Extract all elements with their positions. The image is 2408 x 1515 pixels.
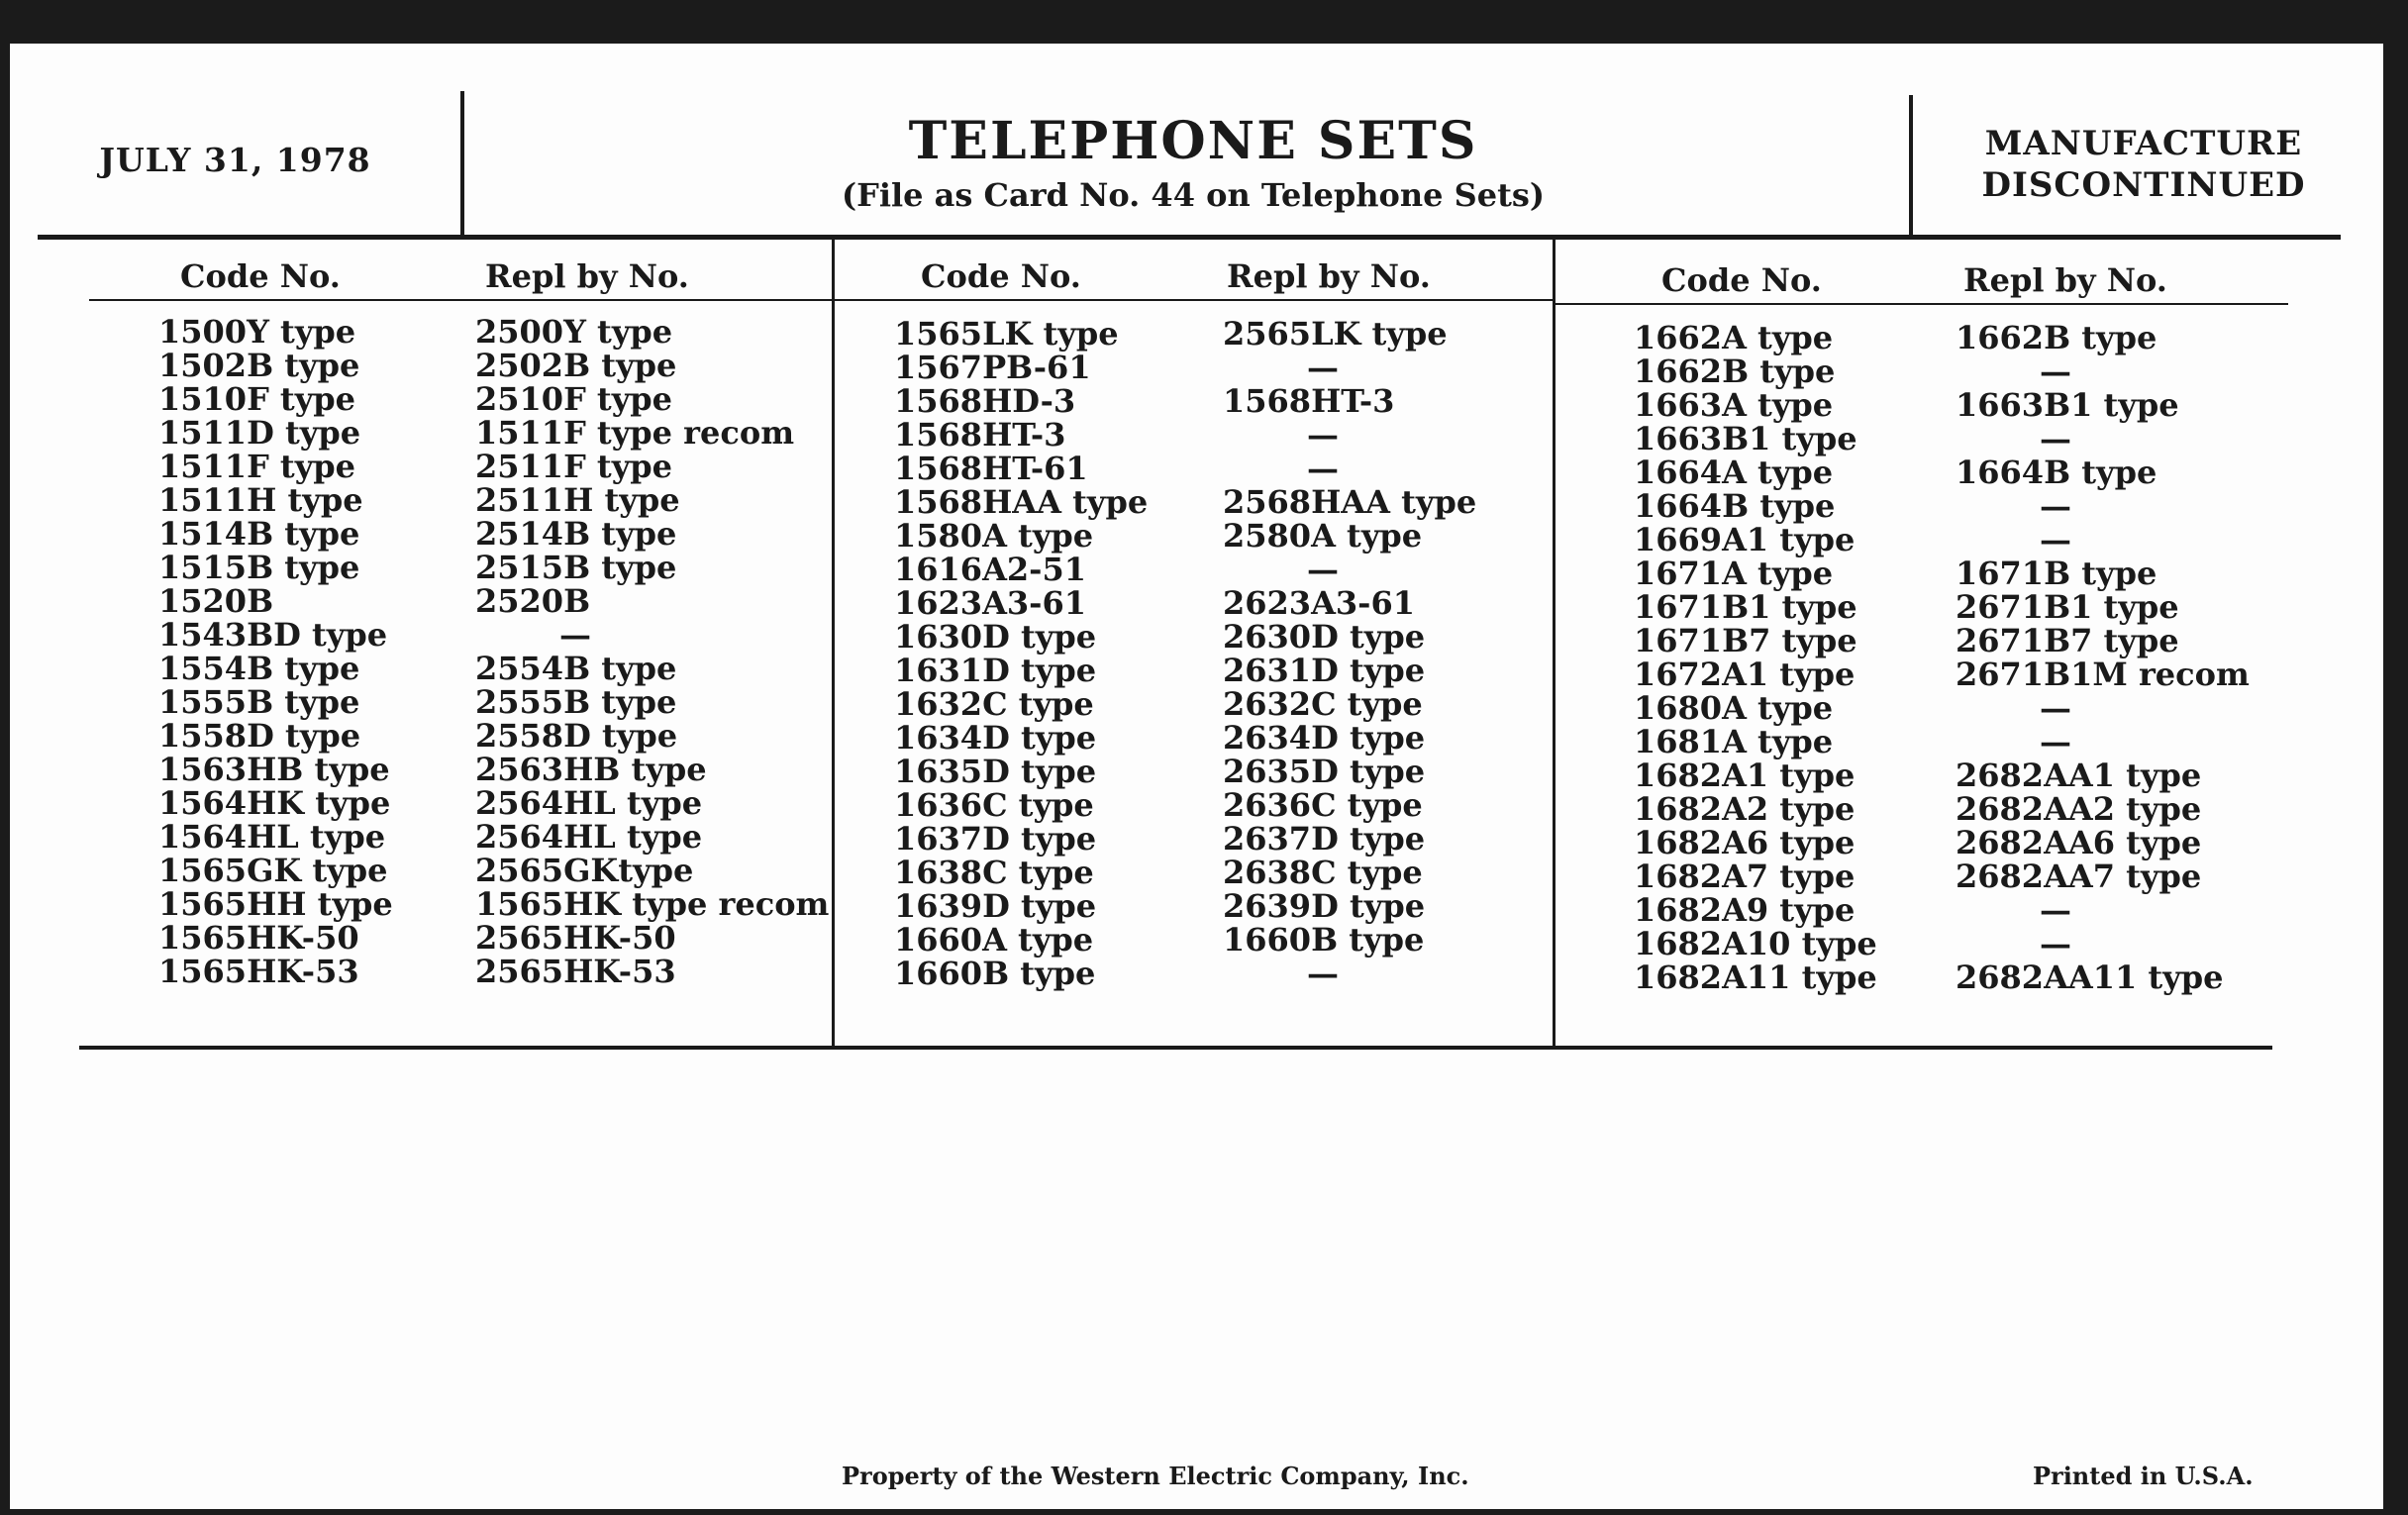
no-replacement-dash: — [2040, 487, 2071, 525]
status-line-1: MANUFACTURE [1984, 124, 2303, 163]
header-divider-left [460, 91, 464, 238]
code-cell: 1671B1 type [1634, 588, 1857, 626]
replacement-cell: 2511F type [475, 448, 673, 485]
replacement-cell: 2563HB type [475, 751, 707, 788]
code-cell: 1564HK type [158, 784, 391, 822]
replacement-cell: 2515B type [475, 549, 677, 586]
replacement-cell: 2565LK type [1223, 315, 1448, 353]
code-cell: 1511H type [158, 481, 363, 519]
replacement-cell: 2671B7 type [1956, 622, 2179, 659]
replacement-cell: 1660B type [1223, 921, 1425, 959]
code-cell: 1660A type [894, 921, 1094, 959]
no-replacement-dash: — [559, 616, 591, 654]
code-cell: 1580A type [894, 517, 1094, 555]
replacement-cell: 2565GKtype [475, 852, 694, 889]
no-replacement-dash: — [1307, 349, 1339, 386]
card-date: JULY 31, 1978 [99, 141, 371, 179]
footer-printed: Printed in U.S.A. [2033, 1462, 2254, 1490]
code-cell: 1664A type [1634, 454, 1834, 491]
code-cell: 1511F type [158, 448, 356, 485]
card-title: TELEPHONE SETS [908, 111, 1478, 171]
code-cell: 1660B type [894, 955, 1096, 992]
code-cell: 1563HB type [158, 751, 390, 788]
no-replacement-dash: — [2040, 521, 2071, 558]
code-cell: 1515B type [158, 549, 360, 586]
column-header-rule-1 [89, 299, 832, 301]
code-cell: 1682A6 type [1634, 824, 1856, 861]
code-cell: 1682A2 type [1634, 790, 1856, 828]
code-cell: 1555B type [158, 683, 360, 721]
replacement-cell: 2636C type [1223, 786, 1423, 824]
code-cell: 1682A10 type [1634, 925, 1877, 962]
replacement-cell: 2635D type [1223, 753, 1426, 790]
replacement-cell: 2514B type [475, 515, 677, 553]
code-cell: 1502B type [158, 347, 360, 384]
code-cell: 1682A11 type [1634, 959, 1877, 996]
replacement-cell: 2630D type [1223, 618, 1426, 656]
column-header-repl-3: Repl by No. [1963, 261, 2167, 299]
replacement-cell: 2565HK-50 [475, 919, 676, 957]
table-bottom-rule [79, 1046, 2272, 1050]
code-cell: 1664B type [1634, 487, 1836, 525]
replacement-cell: 2502B type [475, 347, 677, 384]
replacement-cell: 2558D type [475, 717, 678, 755]
replacement-cell: 2554B type [475, 650, 677, 687]
status-line-2: DISCONTINUED [1981, 165, 2306, 205]
replacement-cell: 2634D type [1223, 719, 1426, 757]
code-cell: 1638C type [894, 854, 1094, 891]
no-replacement-dash: — [2040, 891, 2071, 929]
replacement-cell: 2637D type [1223, 820, 1426, 858]
footer-property: Property of the Western Electric Company, Inc. [842, 1462, 1469, 1490]
replacement-cell: 2631D type [1223, 652, 1426, 689]
replacement-cell: 2682AA1 type [1956, 757, 2202, 794]
no-replacement-dash: — [1307, 416, 1339, 454]
code-cell: 1682A1 type [1634, 757, 1856, 794]
code-cell: 1634D type [894, 719, 1097, 757]
code-cell: 1520B [158, 582, 274, 620]
replacement-cell: 1664B type [1956, 454, 2157, 491]
no-replacement-dash: — [1307, 450, 1339, 487]
code-cell: 1565HK-50 [158, 919, 359, 957]
column-header-repl-2: Repl by No. [1227, 257, 1431, 295]
code-cell: 1568HD-3 [894, 382, 1076, 420]
code-cell: 1635D type [894, 753, 1097, 790]
replacement-cell: 2632C type [1223, 685, 1423, 723]
no-replacement-dash: — [1307, 551, 1339, 588]
code-cell: 1543BD type [158, 616, 388, 654]
column-header-repl-1: Repl by No. [485, 257, 689, 295]
replacement-cell: 1662B type [1956, 319, 2157, 356]
column-header-code-1: Code No. [180, 257, 341, 295]
no-replacement-dash: — [2040, 353, 2071, 390]
code-cell: 1514B type [158, 515, 360, 553]
code-cell: 1558D type [158, 717, 361, 755]
replacement-cell: 2682AA7 type [1956, 858, 2202, 895]
code-cell: 1671A type [1634, 555, 1834, 592]
replacement-cell: 2639D type [1223, 887, 1426, 925]
table-divider-2 [1553, 238, 1555, 1048]
replacement-cell: 2500Y type [475, 313, 673, 351]
replacement-cell: 2682AA6 type [1956, 824, 2202, 861]
code-cell: 1554B type [158, 650, 360, 687]
code-cell: 1639D type [894, 887, 1097, 925]
replacement-cell: 2671B1M recom [1956, 656, 2250, 693]
code-cell: 1682A7 type [1634, 858, 1856, 895]
replacement-cell: 2638C type [1223, 854, 1423, 891]
code-cell: 1671B7 type [1634, 622, 1857, 659]
code-cell: 1662B type [1634, 353, 1836, 390]
code-cell: 1663A type [1634, 386, 1834, 424]
code-cell: 1511D type [158, 414, 361, 452]
replacement-cell: 2682AA11 type [1956, 959, 2224, 996]
code-cell: 1632C type [894, 685, 1094, 723]
header-rule [38, 235, 2341, 240]
replacement-cell: 1663B1 type [1956, 386, 2179, 424]
replacement-cell: 2682AA2 type [1956, 790, 2202, 828]
code-cell: 1567PB-61 [894, 349, 1091, 386]
catalog-card [10, 44, 2383, 1509]
code-cell: 1568HAA type [894, 483, 1149, 521]
code-cell: 1672A1 type [1634, 656, 1856, 693]
code-cell: 1669A1 type [1634, 521, 1856, 558]
code-cell: 1630D type [894, 618, 1097, 656]
code-cell: 1568HT-3 [894, 416, 1066, 454]
no-replacement-dash: — [2040, 689, 2071, 727]
code-cell: 1631D type [894, 652, 1097, 689]
code-cell: 1637D type [894, 820, 1097, 858]
table-divider-1 [832, 238, 835, 1048]
replacement-cell: 1568HT-3 [1223, 382, 1395, 420]
replacement-cell: 2511H type [475, 481, 680, 519]
code-cell: 1663B1 type [1634, 420, 1857, 457]
code-cell: 1565LK type [894, 315, 1119, 353]
column-header-rule-3 [1555, 303, 2288, 305]
replacement-cell: 1511F type recom [475, 414, 795, 452]
replacement-cell: 2510F type [475, 380, 673, 418]
code-cell: 1568HT-61 [894, 450, 1088, 487]
no-replacement-dash: — [2040, 925, 2071, 962]
replacement-cell: 2623A3-61 [1223, 584, 1415, 622]
code-cell: 1662A type [1634, 319, 1834, 356]
column-header-rule-2 [835, 299, 1553, 301]
card-subtitle: (File as Card No. 44 on Telephone Sets) [841, 176, 1546, 214]
status-badge [1926, 123, 2361, 206]
no-replacement-dash: — [1307, 955, 1339, 992]
code-cell: 1681A type [1634, 723, 1834, 760]
replacement-cell: 2564HL type [475, 818, 703, 856]
code-cell: 1565GK type [158, 852, 388, 889]
replacement-cell: 1671B type [1956, 555, 2157, 592]
replacement-cell: 2568HAA type [1223, 483, 1477, 521]
code-cell: 1565HH type [158, 885, 393, 923]
replacement-cell: 2564HL type [475, 784, 703, 822]
replacement-cell: 2555B type [475, 683, 677, 721]
column-header-code-3: Code No. [1661, 261, 1822, 299]
code-cell: 1682A9 type [1634, 891, 1856, 929]
replacement-cell: 2520B [475, 582, 591, 620]
replacement-cell: 2671B1 type [1956, 588, 2179, 626]
replacement-cell: 2565HK-53 [475, 953, 676, 990]
code-cell: 1636C type [894, 786, 1094, 824]
code-cell: 1680A type [1634, 689, 1834, 727]
code-cell: 1565HK-53 [158, 953, 359, 990]
replacement-cell: 2580A type [1223, 517, 1423, 555]
code-cell: 1500Y type [158, 313, 356, 351]
code-cell: 1623A3-61 [894, 584, 1086, 622]
column-header-code-2: Code No. [921, 257, 1081, 295]
code-cell: 1510F type [158, 380, 356, 418]
code-cell: 1564HL type [158, 818, 386, 856]
no-replacement-dash: — [2040, 723, 2071, 760]
code-cell: 1616A2-51 [894, 551, 1086, 588]
header-divider-right [1909, 95, 1913, 238]
replacement-cell: 1565HK type recom [475, 885, 830, 923]
no-replacement-dash: — [2040, 420, 2071, 457]
